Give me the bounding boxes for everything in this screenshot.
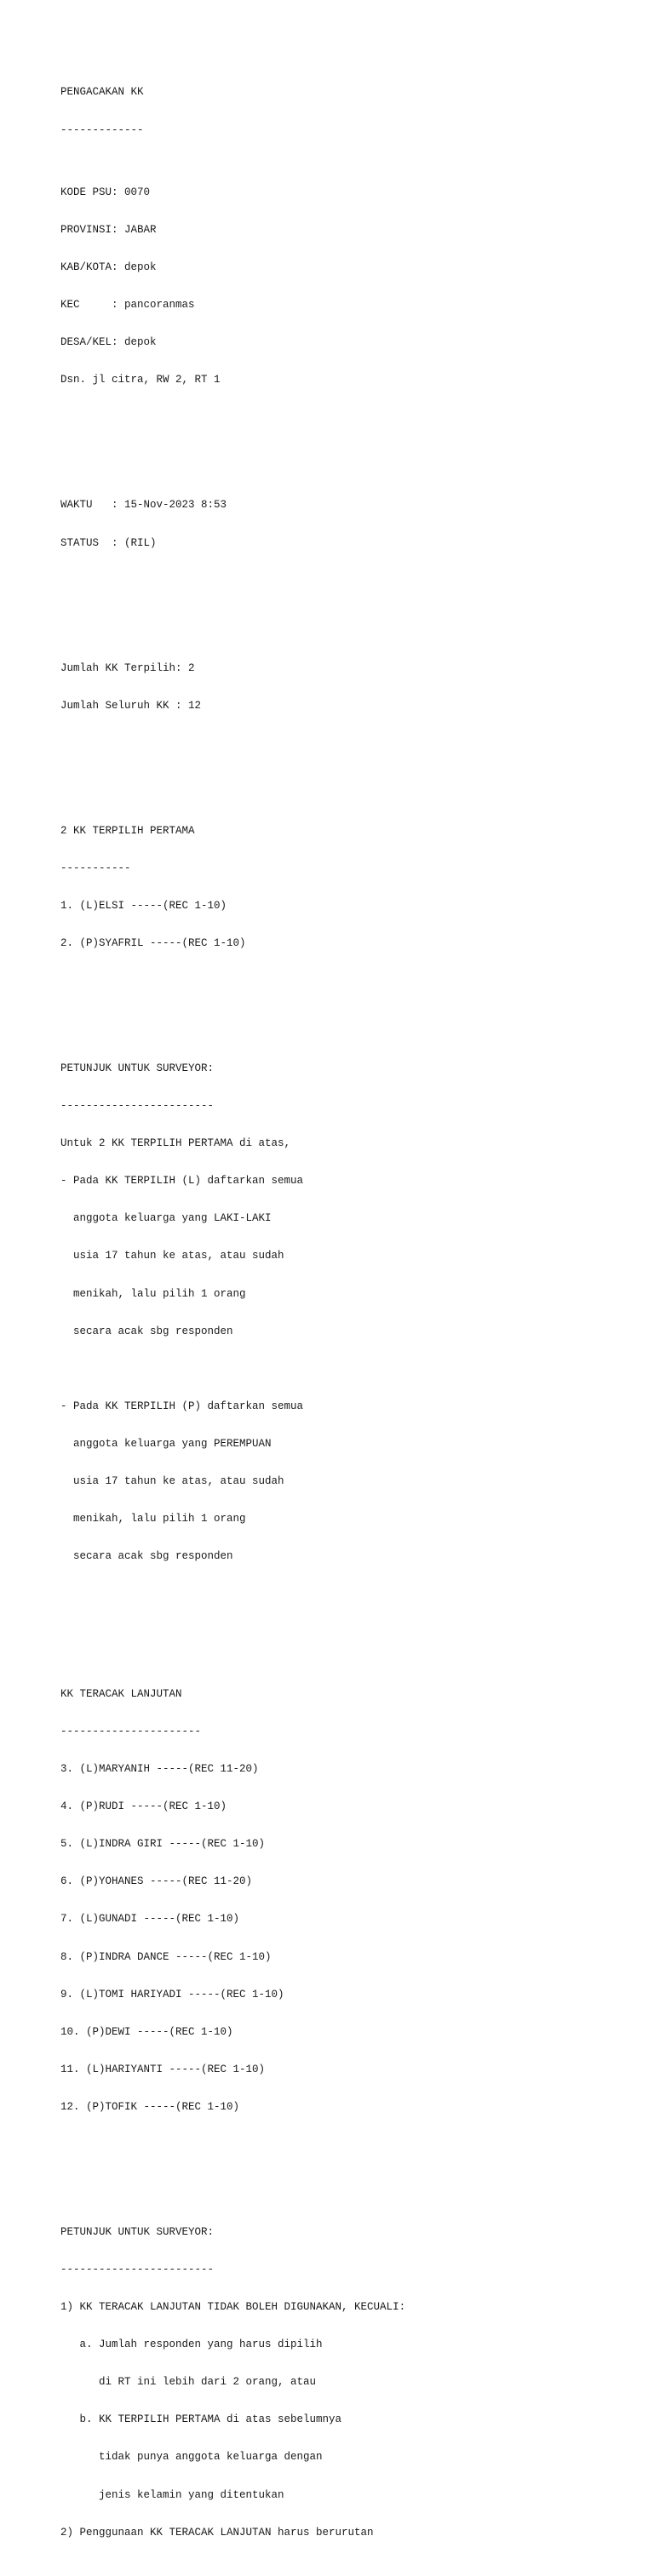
list-item: 6. (P)YOHANES -----(REC 11-20) <box>60 1875 253 1888</box>
list-item: 11. (L)HARIYANTI -----(REC 1-10) <box>60 2063 266 2075</box>
section-heading: PETUNJUK UNTUK SURVEYOR: <box>60 1062 215 1074</box>
location-line: KEC : pancoranmas <box>60 299 195 312</box>
meta-block <box>60 474 405 575</box>
document-body <box>60 61 405 2576</box>
instruction-line: a. Jumlah responden yang harus dipilih <box>60 2338 323 2351</box>
instruction-line: - Pada KK TERPILIH (L) daftarkan semua <box>60 1175 304 1188</box>
count-line: Jumlah KK Terpilih: 2 <box>60 661 195 674</box>
list-item: 10. (P)DEWI -----(REC 1-10) <box>60 2025 233 2038</box>
instruction-line: 2) Penggunaan KK TERACAK LANJUTAN harus berurutan <box>60 2526 374 2539</box>
instruction-line: tidak punya anggota keluarga dengan <box>60 2451 323 2464</box>
list-item: 1. (L)ELSI -----(REC 1-10) <box>60 899 227 912</box>
next-random-section <box>60 1663 405 2138</box>
location-line: PROVINSI: JABAR <box>60 224 157 237</box>
list-item: 7. (L)GUNADI -----(REC 1-10) <box>60 1913 240 1926</box>
section-heading: KK TERACAK LANJUTAN <box>60 1687 182 1700</box>
section-heading: PETUNJUK UNTUK SURVEYOR: <box>60 2225 215 2238</box>
list-item: 3. (L)MARYANIH -----(REC 11-20) <box>60 1763 259 1776</box>
location-line: DESA/KEL: depok <box>60 336 157 349</box>
list-item: 2. (P)SYAFRIL -----(REC 1-10) <box>60 936 246 949</box>
instruction-line: secara acak sbg responden <box>60 1325 233 1337</box>
list-item: 5. (L)INDRA GIRI -----(REC 1-10) <box>60 1838 266 1851</box>
document-title: PENGACAKAN KK <box>60 86 144 99</box>
instructions-section-2 <box>60 2201 405 2563</box>
instructions-section-1 <box>60 1038 405 1589</box>
instruction-line: usia 17 tahun ke atas, atau sudah <box>60 1474 284 1487</box>
meta-line: WAKTU : 15-Nov-2023 8:53 <box>60 499 227 512</box>
instruction-line: b. KK TERPILIH PERTAMA di atas sebelumnya <box>60 2413 342 2426</box>
instruction-line: usia 17 tahun ke atas, atau sudah <box>60 1250 284 1262</box>
instruction-line: Untuk 2 KK TERPILIH PERTAMA di atas, <box>60 1137 291 1150</box>
instruction-line: secara acak sbg responden <box>60 1550 233 1563</box>
section-rule: ---------------------- <box>60 1725 202 1737</box>
instruction-line: anggota keluarga yang LAKI-LAKI <box>60 1212 272 1225</box>
location-line: KODE PSU: 0070 <box>60 186 151 198</box>
title-rule: ------------- <box>60 123 144 136</box>
instruction-line: jenis kelamin yang ditentukan <box>60 2488 284 2501</box>
counts-block <box>60 637 405 737</box>
first-selected-section <box>60 799 405 975</box>
section-rule: ------------------------ <box>60 2263 215 2275</box>
section-heading: 2 KK TERPILIH PERTAMA <box>60 824 195 837</box>
section-rule: ------------------------ <box>60 1100 215 1113</box>
instruction-line: menikah, lalu pilih 1 orang <box>60 1513 246 1526</box>
instruction-line: menikah, lalu pilih 1 orang <box>60 1287 246 1300</box>
instruction-line: di RT ini lebih dari 2 orang, atau <box>60 2376 317 2389</box>
location-line: Dsn. jl citra, RW 2, RT 1 <box>60 374 221 386</box>
count-line: Jumlah Seluruh KK : 12 <box>60 699 202 712</box>
location-block <box>60 162 405 412</box>
list-item: 4. (P)RUDI -----(REC 1-10) <box>60 1800 227 1813</box>
instruction-line: 1) KK TERACAK LANJUTAN TIDAK BOLEH DIGUNAKAN, KECUALI: <box>60 2301 406 2314</box>
instruction-line: - Pada KK TERPILIH (P) daftarkan semua <box>60 1400 304 1412</box>
list-item: 9. (L)TOMI HARIYADI -----(REC 1-10) <box>60 1988 284 2001</box>
list-item: 8. (P)INDRA DANCE -----(REC 1-10) <box>60 1950 272 1963</box>
section-rule: ----------- <box>60 862 131 874</box>
location-line: KAB/KOTA: depok <box>60 261 157 274</box>
list-item: 12. (P)TOFIK -----(REC 1-10) <box>60 2100 240 2113</box>
meta-line: STATUS : (RIL) <box>60 536 157 549</box>
instruction-line: anggota keluarga yang PEREMPUAN <box>60 1437 272 1450</box>
